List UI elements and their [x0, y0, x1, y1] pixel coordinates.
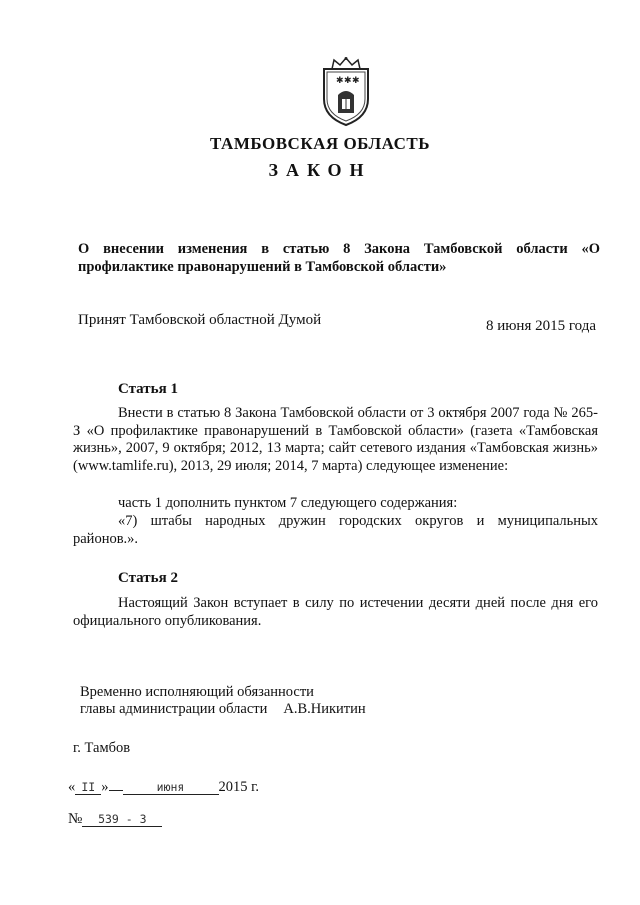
- article-1-text: «7) штабы народных дружин городских округов и муниципальных районов.».: [73, 513, 598, 547]
- svg-text:✱: ✱: [344, 76, 352, 86]
- date-close-quote: »: [101, 779, 109, 795]
- article-2-paragraph: [73, 595, 598, 630]
- law-number: [68, 811, 162, 828]
- place-of-signing: г. Тамбов: [73, 740, 131, 756]
- article-2-text: Настоящий Закон вступает в силу по истечении десяти дней после дня его официального опубликования.: [73, 595, 598, 629]
- signer-position-text: главы администрации области: [80, 701, 268, 717]
- number-prefix: №: [68, 811, 83, 827]
- svg-text:✱: ✱: [336, 76, 344, 86]
- date-open-quote: «: [68, 779, 76, 795]
- article-1-paragraph: [73, 405, 598, 475]
- signer-position-line-2: [80, 701, 366, 718]
- date-year: 2015 г.: [218, 779, 260, 795]
- date-month: июня: [123, 780, 219, 795]
- adopted-by: Принят Тамбовской областной Думой: [78, 312, 322, 328]
- article-2-heading: Статья 2: [118, 570, 178, 586]
- signer-position-line-1: Временно исполняющий обязанности: [80, 684, 314, 700]
- article-1-paragraph: [73, 513, 598, 548]
- date-gap: [109, 790, 123, 791]
- number-value: 539 - 3: [82, 812, 162, 827]
- article-1-text: часть 1 дополнить пунктом 7 следующего содержания:: [118, 495, 458, 511]
- article-1-heading: Статья 1: [118, 381, 178, 397]
- document-type: ЗАКОН: [268, 160, 372, 180]
- article-1-paragraph: [73, 495, 598, 513]
- article-1-text: Внести в статью 8 Закона Тамбовской области от 3 октября 2007 года № 265-З «О профилактике правонарушений в Тамбовской области» (газета «Тамбовская жизнь», 2007, 9 октября; 2012, 13 марта; сайт сетевого издания «Тамбовская жизнь» (www.tamlife.ru), 2013, 29 июля; 2014, 7 марта) следующее изменение:: [73, 405, 598, 474]
- signer-name: А.В.Никитин: [283, 701, 366, 717]
- date-day: II: [75, 780, 101, 795]
- adoption-date: 8 июня 2015 года: [485, 318, 596, 334]
- law-title: О внесении изменения в статью 8 Закона Тамбовской области «О профилактике правонарушений в Тамбовской области»: [78, 241, 600, 275]
- signature-block: [80, 684, 366, 718]
- signing-date: [68, 779, 259, 796]
- tambov-coat-of-arms-icon: [316, 55, 376, 127]
- svg-text:✱: ✱: [352, 76, 360, 86]
- region-name: ТАМБОВСКАЯ ОБЛАСТЬ: [210, 134, 430, 153]
